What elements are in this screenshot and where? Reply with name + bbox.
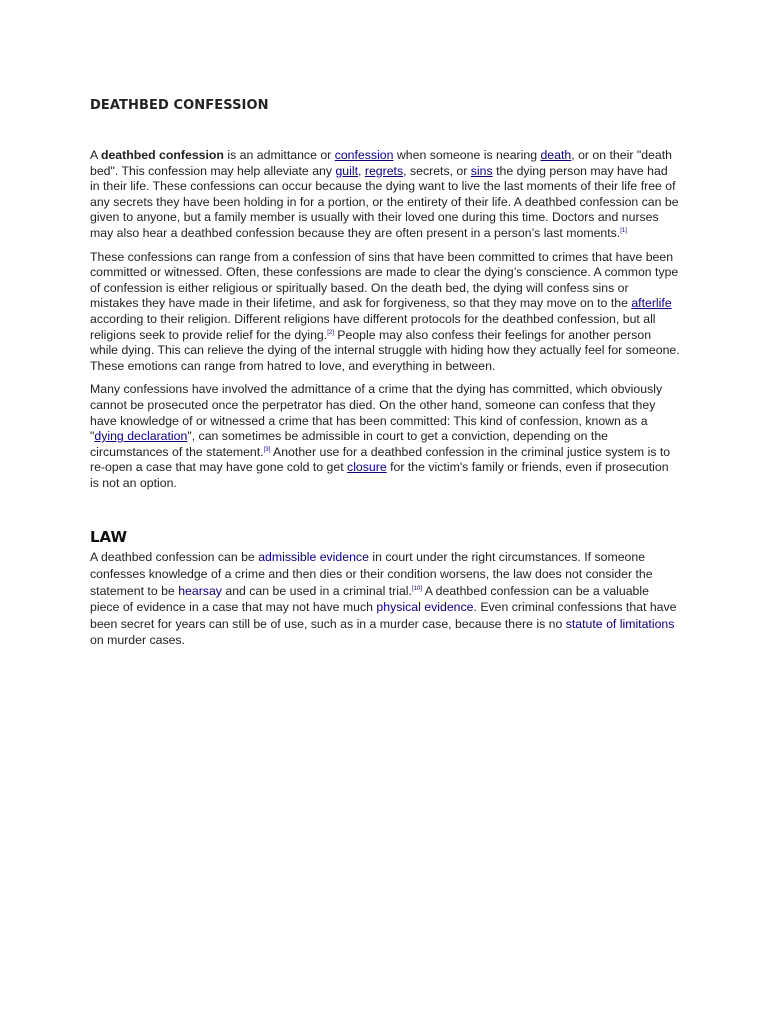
reference-1[interactable]: [1] (620, 227, 627, 234)
law-heading: LAW (90, 528, 128, 547)
link-closure[interactable]: closure (347, 460, 387, 475)
document-page (90, 98, 680, 649)
link-confession[interactable]: confession (334, 148, 394, 162)
document-title: DEATHBED CONFESSION (90, 98, 269, 113)
link-sins[interactable]: sins (470, 163, 493, 178)
term-deathbed-confession: deathbed confession (100, 148, 224, 162)
link-admissible-evidence[interactable]: admissible evidence (258, 550, 369, 565)
reference-10[interactable]: [10] (411, 585, 422, 592)
link-dying-declaration[interactable]: dying declaration (94, 429, 188, 444)
reference-2[interactable]: [2] (327, 329, 334, 336)
link-regrets[interactable]: regrets (364, 163, 404, 178)
link-death[interactable]: death (540, 148, 572, 162)
link-statute-of-limitations[interactable]: statute of limitations (565, 616, 675, 631)
link-hearsay[interactable]: hearsay (178, 583, 222, 598)
crime-paragraph: Many confessions have involved the admittance of a crime that the dying has committed, which obviously cannot be prosecuted once the perpetrator has died. On the other hand, someone can confess that they have knowledge of or witnessed a crime that has been committed: This kind of confession, known as a "dying declaration", can sometimes be admissible in court to get a conviction, depending on the circumstances of the statement.[3] Another use for a deathbed confession in the criminal justice system is to re-open a case that may have gone cold to get closure for the victim's family or friends, even if prosecution is not an option. (90, 382, 671, 490)
reference-3[interactable]: [3] (263, 446, 271, 453)
link-physical-evidence[interactable]: physical evidence (376, 600, 474, 615)
law-paragraph: A deathbed confession can be admissible evidence in court under the right circumstances. If someone confesses knowledge of a crime and then dies or their condition worsens, the law does not consider the statement to be hearsay and can be used in a criminal trial.[10] A deathbed confession can be a valuable piece of evidence in a case that may not have much physical evidence. Even criminal confessions that have been secret for years can still be of use, such as in a murder case, because there is no statute of limitations on murder cases. (90, 550, 677, 648)
link-afterlife[interactable]: afterlife (631, 296, 672, 311)
intro-paragraph: A deathbed confession is an admittance or confession when someone is nearing death, or on their "death bed". This confession may help alleviate any guilt, regrets, secrets, or sins the dying person may have had in their life. These confessions can occur because the dying want to live the last moments of their life free of any secrets they have been holding in for a portion, or the entirety of their life. A deathbed confession can be given to anyone, but a family member is usually with their loved one during this time. Doctors and nurses may also hear a deathbed confession because they are often present in a person’s last moments.[1] (90, 148, 679, 240)
link-guilt[interactable]: guilt (335, 163, 358, 178)
types-paragraph: These confessions can range from a confession of sins that have been committed to crimes that have been committed or witnessed. Often, these confessions are made to clear the dying’s conscience. A common type of confession is either religious or spiritually based. On the death bed, the dying will confess sins or mistakes they have made in their lifetime, and ask for forgiveness, so that they may move on to the afterlife according to their religion. Different religions have different protocols for the deathbed confession, but all religions seek to provide relief for the dying.[2] People may also confess their feelings for another person while dying. This can relieve the dying of the internal struggle with hiding how they actually feel for someone. These emotions can range from hatred to love, and everything in between. (90, 249, 680, 373)
